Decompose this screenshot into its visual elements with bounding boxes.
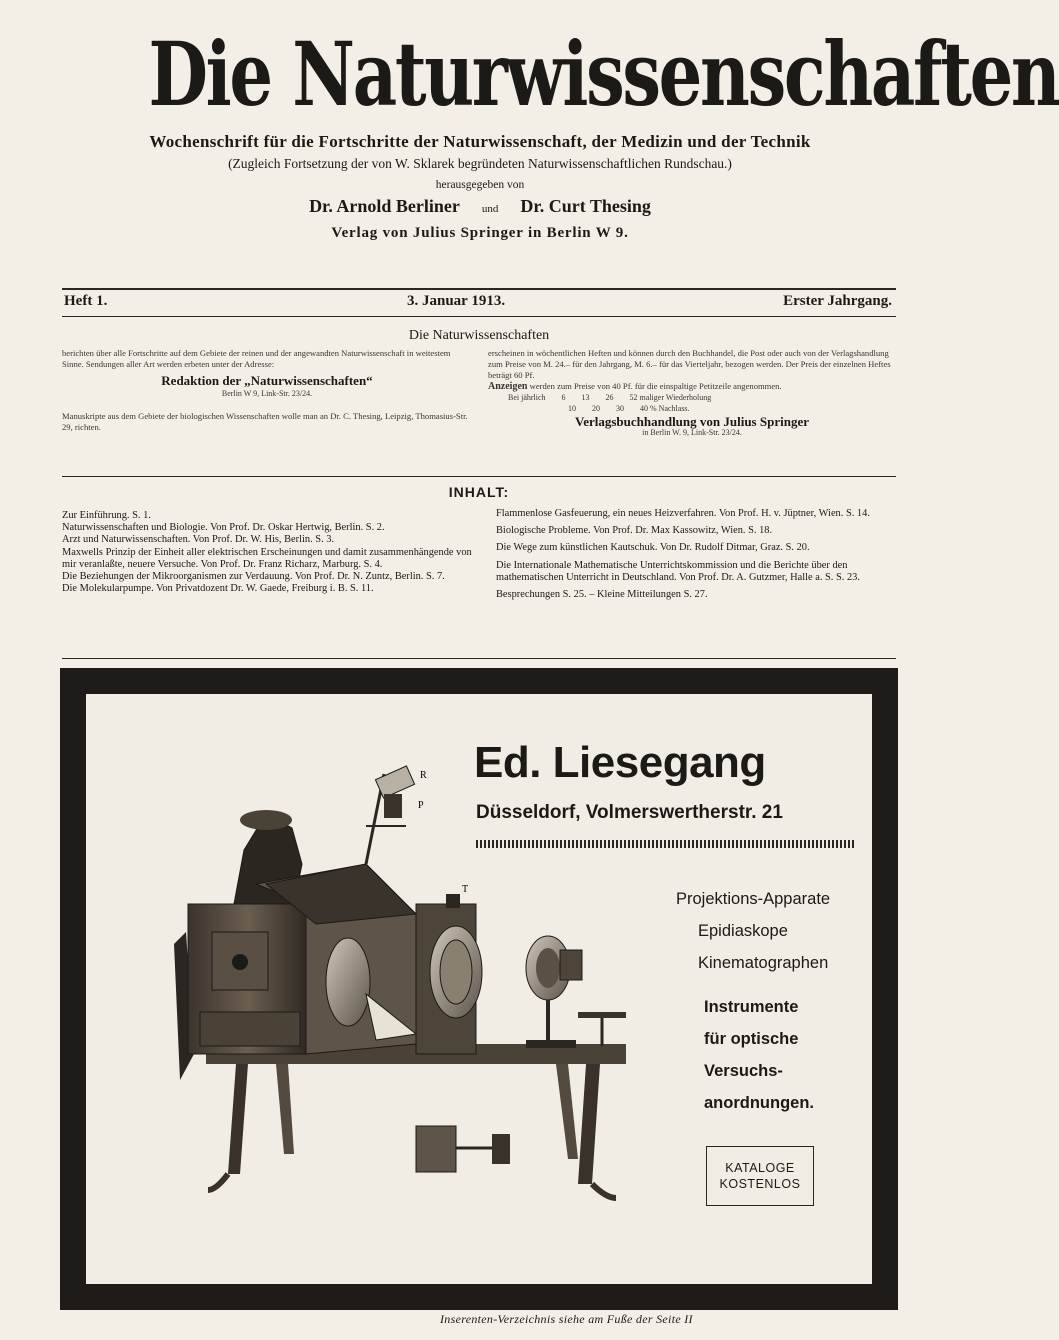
mirror-arm [366,766,468,895]
ad-product: Projektions-Apparate [676,890,831,908]
projector-illustration [116,754,676,1214]
slide-carrier [416,1126,510,1172]
journal-subtitle-note: (Zugleich Fortsetzung der von W. Sklarek begründeten Naturwissenschaftlichen Rundschau.) [228,156,732,171]
verlag-heading: Verlagsbuchhandlung von Julius Springer [575,414,809,429]
editor-1: Dr. Arnold Berliner [309,196,460,216]
rabatt-count: 6 [561,393,566,402]
toc-entry: Maxwells Prinzip der Einheit aller elektrischen Erscheinungen und damit zusammenhängende von mir veranlaßte, neuere Versuche. Von Prof. Dr. Franz Richarz, Marburg. S. 4. [62,546,472,570]
catalog-line: KOSTENLOS [719,1177,801,1191]
issue-line [62,288,896,317]
ad-instruments: für optische [704,1030,799,1048]
toc-entry: Biologische Probleme. Von Prof. Dr. Max Kassowitz, Wien. S. 18. [496,525,773,537]
edited-by-label: herausgegeben von [435,179,525,191]
rabatt-label: Bei jährlich [508,393,546,402]
divider [62,476,896,477]
rabatt-count: 13 [581,393,590,402]
label-t: T [462,884,469,895]
rabatt-percent: 10 [568,404,576,413]
info-heading: Die Naturwissenschaften [408,328,550,343]
label-p: P [418,800,424,811]
ad-product: Epidiaskope [698,922,788,940]
catalog-line: KATALOGE [725,1161,795,1175]
manuscripts-note: Manuskripte aus dem Gebiete der biologischen Wissenschaften wolle man an Dr. C. Thesing, Leipzig, Thomasius-Str. 29, richten. [62,411,468,432]
toc-entry: Die Internationale Mathematische Unterrichtskommission und die Berichte über den mathematischen Unterricht in Deutschland. Von Prof. Dr. A. Gutzmer, Halle a. S. S. 23. [496,559,860,583]
contents-heading: INHALT: [448,484,510,500]
toc-entry: Naturwissenschaften und Biologie. Von Prof. Dr. Oskar Hertwig, Berlin. S. 2. [62,522,385,534]
ad-instruments: anordnungen. [704,1094,814,1112]
lens-stand [416,894,482,1054]
redaktion-address: Berlin W 9, Link-Str. 23/24. [221,389,313,398]
contents-right-column [496,508,898,606]
advertiser-index-note: Inserenten-Verzeichnis siehe am Fuße der Seite II [440,1312,693,1326]
advertisement-panel [86,694,872,1284]
issue-volume: Erster Jahrgang. [783,293,892,309]
cinematograph [526,936,626,1048]
label-r: R [420,770,427,781]
issue-date: 3. Januar 1913. [407,293,506,309]
anzeigen-label: Anzeigen [488,381,528,392]
contents-left-column [62,510,477,595]
subscription-text: erscheinen in wöchentlichen Heften und können durch den Buchhandel, die Post oder auch von der Verlagshandlung zum Preise von M. 24.– für den Jahrgang, M. 6.– für das Vierteljahr, bezogen werden. Der Preis der einzelnen Heftes beträgt 60 Pf. [488,348,891,380]
ad-address: Düsseldorf, Volmerswertherstr. 21 [476,802,783,823]
anzeigen-text: werden zum Preise von 40 Pf. für die einspaltige Petitzeile angenommen. [529,381,782,391]
ad-instruments: Instrumente [704,998,799,1016]
table [206,1044,626,1198]
divider [62,658,896,659]
rabatt-percent: 20 [592,404,600,413]
ad-instruments: Versuchs- [704,1062,783,1080]
journal-subtitle: Wochenschrift für die Fortschritte der Naturwissenschaft, der Medizin und der Technik [149,132,811,151]
publisher-line: Verlag von Julius Springer in Berlin W 9. [331,225,629,241]
toc-entry: Die Molekularpumpe. Von Privatdozent Dr. W. Gaede, Freiburg i. B. S. 11. [62,583,374,595]
info-right-column [488,348,896,438]
editor-2: Dr. Curt Thesing [520,196,651,216]
toc-entry: Flammenlose Gasfeuerung, ein neues Heizverfahren. Von Prof. H. v. Jüptner, Wien. S. 14. [496,508,870,519]
rabatt-percents [568,403,896,414]
rabatt-count: 52 maliger Wiederholung [629,393,712,402]
lamp-house [188,810,308,1054]
editors-and: und [481,203,499,215]
editors [55,196,905,217]
rabatt-percent: 40 % Nachlass. [640,404,690,413]
catalog-box [706,1146,814,1206]
info-left-text: berichten über alle Fortschritte auf dem Gebiete der reinen und der angewandten Naturwissenschaft in weitestem Sinne. Sendungen aller Art werden erbeten unter der Adresse: [62,348,451,369]
toc-entry: Besprechungen S. 25. – Kleine Mitteilungen S. 27. [496,589,708,601]
ad-company: Ed. Liesegang [474,738,766,787]
toc-entry: Zur Einführung. S. 1. [62,510,151,521]
toc-entry: Arzt und Naturwissenschaften. Von Prof. Dr. W. His, Berlin. S. 3. [62,534,335,546]
ad-product: Kinematographen [698,954,829,972]
verlag-address: in Berlin W. 9, Link-Str. 23/24. [642,428,742,437]
rabatt-percent: 30 [616,404,624,413]
toc-entry: Die Beziehungen der Mikroorganismen zur Verdauung. Von Prof. Dr. N. Zuntz, Berlin. S. 7. [62,571,445,583]
info-left-column [62,348,472,433]
rabatt-counts [508,392,896,403]
issue-number: Heft 1. [64,293,108,309]
masthead [55,18,1059,242]
rabatt-count: 26 [605,393,614,402]
toc-entry: Die Wege zum künstlichen Kautschuk. Von Dr. Rudolf Ditmar, Graz. S. 20. [496,542,810,554]
journal-title: Die Naturwissenschaften [148,22,1059,126]
redaktion-heading: Redaktion der „Naturwissenschaften“ [161,373,373,388]
advertisement [60,668,898,1310]
